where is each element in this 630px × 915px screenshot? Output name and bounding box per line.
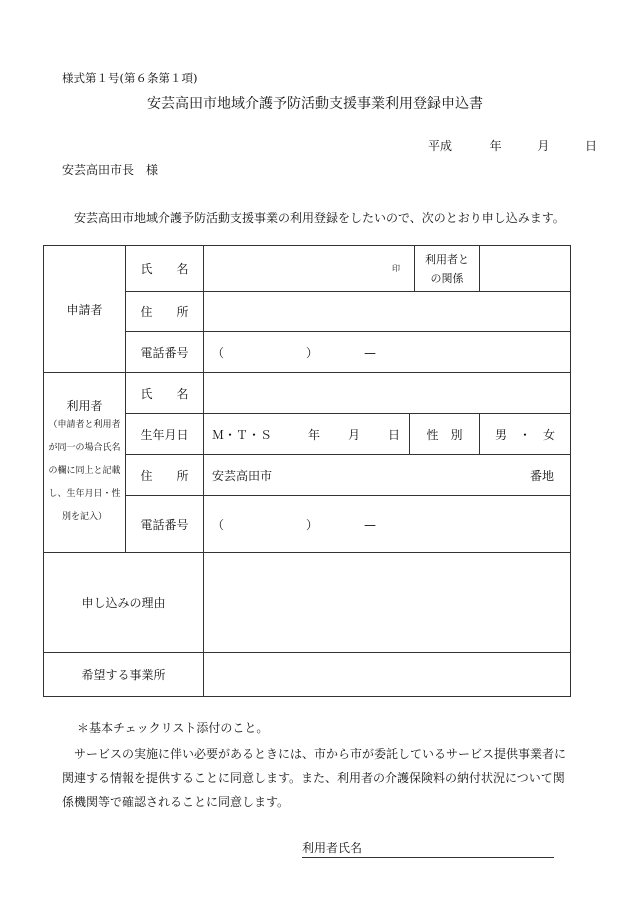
- date-year: 年: [489, 139, 502, 153]
- user-address-field[interactable]: [204, 455, 571, 496]
- applicant-name-label: 氏 名: [126, 246, 204, 292]
- user-address-label: 住 所: [126, 455, 204, 496]
- document-title: 安芸高田市地域介護予防活動支援事業利用登録申込書: [147, 96, 483, 112]
- applicant-phone-label: 電話番号: [126, 332, 204, 373]
- application-table: [43, 245, 571, 697]
- office-label: 希望する事業所: [44, 653, 204, 697]
- address-city: 安芸高田市: [212, 468, 273, 483]
- user-birth-field[interactable]: [204, 414, 410, 455]
- relation-field[interactable]: [480, 246, 571, 292]
- user-phone-label: 電話番号: [126, 496, 204, 553]
- signature-label: 利用者氏名: [302, 841, 363, 855]
- user-section: [44, 373, 126, 553]
- applicant-address-field[interactable]: [204, 292, 571, 332]
- user-name-label: 氏 名: [126, 373, 204, 414]
- date-day: 日: [585, 139, 598, 153]
- gender-label: 性 別: [410, 414, 480, 455]
- reason-field[interactable]: [204, 553, 571, 653]
- phone-paren-open: （: [212, 345, 225, 360]
- user-name-field[interactable]: [204, 373, 571, 414]
- user-section-label: 利用者: [66, 398, 103, 413]
- checklist-note: ＊基本チェックリスト添付のこと。: [77, 721, 269, 735]
- user-section-note: （申請者と利用者が同一の場合氏名の欄に同上と記載し、生年月日・性別を記入）: [48, 419, 121, 522]
- applicant-phone-field[interactable]: [204, 332, 571, 373]
- birth-month: 月: [348, 427, 361, 442]
- relation-label: 利用者との関係: [415, 246, 480, 292]
- phone-paren-close: ）: [306, 345, 319, 360]
- user-phone-dash: —: [364, 517, 377, 532]
- form-number: 様式第１号(第６条第１項): [62, 71, 198, 85]
- office-field[interactable]: [204, 653, 571, 697]
- user-birth-label: 生年月日: [126, 414, 204, 455]
- address-suffix: 番地: [530, 468, 555, 483]
- applicant-address-label: 住 所: [126, 292, 204, 332]
- date-month: 月: [537, 139, 550, 153]
- addressee: 安芸高田市長 様: [62, 163, 159, 177]
- consent-text: サービスの実施に伴い必要があるときには、市から市が委託しているサービス提供事業者に関連する情報を提供することに同意します。また、利用者の介護保険料の納付状況について関係機関等で確認されることに同意します。: [62, 747, 567, 809]
- gender-options[interactable]: 男 ・ 女: [480, 414, 571, 455]
- birth-year: 年: [308, 427, 321, 442]
- applicant-name-field[interactable]: [204, 246, 415, 292]
- date-era: 平成: [428, 139, 453, 153]
- seal-mark: 印: [392, 264, 401, 273]
- birth-day: 日: [388, 427, 401, 442]
- user-phone-paren-open: （: [212, 517, 225, 532]
- phone-dash: —: [364, 345, 377, 360]
- date-line: [428, 137, 597, 154]
- birth-era: Ｍ・Ｔ・Ｓ: [212, 427, 273, 442]
- user-phone-paren-close: ）: [306, 517, 319, 532]
- applicant-section-label: 申請者: [44, 246, 126, 373]
- signature-line[interactable]: [302, 839, 554, 858]
- user-phone-field[interactable]: [204, 496, 571, 553]
- intro-text: 安芸高田市地域介護予防活動支援事業の利用登録をしたいので、次のとおり申し込みます。: [74, 211, 565, 225]
- reason-label: 申し込みの理由: [44, 553, 204, 653]
